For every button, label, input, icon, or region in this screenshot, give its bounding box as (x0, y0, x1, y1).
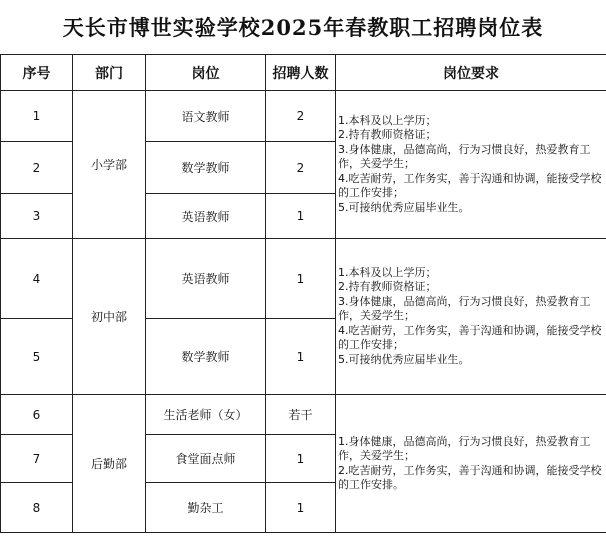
requirements-cell (336, 91, 606, 239)
position-cell: 语文教师 (146, 91, 266, 142)
requirement-line: 1.本科及以上学历； (338, 113, 437, 127)
requirement-line: 1.身体健康，品德高尚，行为习惯良好，热爱教育工作，关爱学生； (338, 434, 591, 462)
seq-cell: 7 (1, 435, 73, 483)
requirement-line: 3.身体健康，品德高尚，行为习惯良好，热爱教育工作，关爱学生； (338, 142, 591, 171)
position-cell: 数学教师 (146, 319, 266, 395)
requirements-cell (336, 239, 606, 395)
requirement-line: 4.吃苦耐劳，工作务实，善于沟通和协调，能接受学校的工作安排； (338, 171, 602, 200)
requirement-line: 2.持有教师资格证； (338, 128, 437, 142)
table-header-row (1, 55, 606, 91)
requirement-line: 2.持有教师资格证； (338, 280, 437, 294)
seq-cell: 5 (1, 319, 73, 395)
requirements-cell (336, 395, 606, 533)
requirement-line: 5.可接纳优秀应届毕业生。 (338, 352, 470, 366)
position-cell: 生活老师（女） (146, 395, 266, 435)
requirement-line: 5.可接纳优秀应届毕业生。 (338, 200, 470, 214)
position-cell: 英语教师 (146, 194, 266, 239)
requirement-line: 3.身体健康，品德高尚，行为习惯良好，热爱教育工作，关爱学生； (338, 294, 591, 323)
seq-cell: 8 (1, 483, 73, 533)
seq-cell: 4 (1, 239, 73, 319)
count-cell: 1 (266, 239, 336, 319)
count-cell: 1 (266, 483, 336, 533)
header-position: 岗位 (146, 55, 266, 91)
position-cell: 食堂面点师 (146, 435, 266, 483)
position-cell: 勤杂工 (146, 483, 266, 533)
count-cell: 1 (266, 435, 336, 483)
dept-cell: 后勤部 (73, 395, 146, 533)
dept-cell: 小学部 (73, 91, 146, 239)
count-cell: 1 (266, 194, 336, 239)
header-dept: 部门 (73, 55, 146, 91)
recruitment-table (0, 54, 606, 533)
count-cell: 1 (266, 319, 336, 395)
header-seq: 序号 (1, 55, 73, 91)
count-cell: 2 (266, 142, 336, 194)
position-cell: 英语教师 (146, 239, 266, 319)
table-row (1, 239, 606, 319)
count-cell: 若干 (266, 395, 336, 435)
seq-cell: 1 (1, 91, 73, 142)
seq-cell: 3 (1, 194, 73, 239)
table-row (1, 91, 606, 142)
count-cell: 2 (266, 91, 336, 142)
requirement-line: 4.吃苦耐劳，工作务实，善于沟通和协调，能接受学校的工作安排； (338, 323, 602, 352)
header-count: 招聘人数 (266, 55, 336, 91)
requirement-line: 2.吃苦耐劳，工作务实，善于沟通和协调，能接受学校的工作安排。 (338, 463, 602, 491)
position-cell: 数学教师 (146, 142, 266, 194)
page-title: 天长市博世实验学校2025年春教职工招聘岗位表 (62, 15, 544, 40)
requirement-line: 1.本科及以上学历； (338, 265, 437, 279)
seq-cell: 6 (1, 395, 73, 435)
table-row (1, 395, 606, 435)
dept-cell: 初中部 (73, 239, 146, 395)
seq-cell: 2 (1, 142, 73, 194)
header-requirements: 岗位要求 (336, 55, 606, 91)
